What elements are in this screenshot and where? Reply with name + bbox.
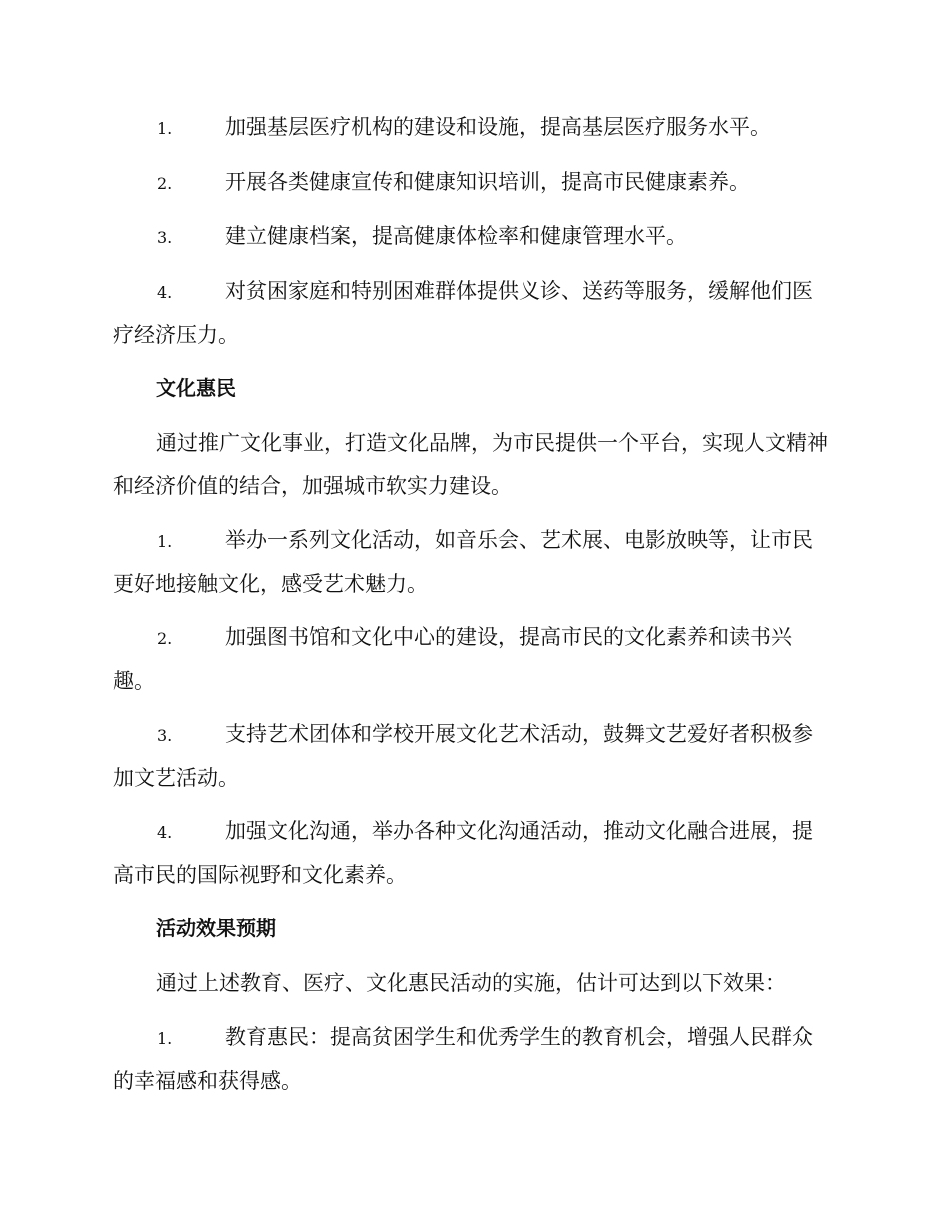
list-number: 2.	[157, 174, 173, 193]
list-number: 1.	[157, 532, 173, 551]
list-text: 开展各类健康宣传和健康知识培训，提高市民健康素养。	[225, 170, 750, 194]
list-item	[113, 810, 833, 897]
list-number: 1.	[157, 119, 173, 138]
section-heading-culture: 文化惠民	[156, 376, 236, 400]
list-text: 举办一系列文化活动，如音乐会、艺术展、电影放映等，让市民更好地接触文化，感受艺术魅力。	[113, 528, 813, 596]
list-text: 教育惠民：提高贫困学生和优秀学生的教育机会，增强人民群众的幸福感和获得感。	[113, 1025, 813, 1093]
list-number: 3.	[157, 726, 173, 745]
list-number: 2.	[157, 629, 173, 648]
list-number: 1.	[157, 1029, 173, 1048]
list-item	[113, 519, 833, 606]
list-text: 加强文化沟通，举办各种文化沟通活动，推动文化融合进展，提高市民的国际视野和文化素养。	[113, 819, 813, 887]
list-text: 加强图书馆和文化中心的建设，提高市民的文化素养和读书兴趣。	[113, 625, 792, 693]
list-text: 对贫困家庭和特别困难群体提供义诊、送药等服务，缓解他们医疗经济压力。	[113, 279, 813, 347]
section-heading-effects: 活动效果预期	[156, 916, 276, 940]
list-text: 加强基层医疗机构的建设和设施，提高基层医疗服务水平。	[225, 115, 771, 139]
section-intro-effects: 通过上述教育、医疗、文化惠民活动的实施，估计可达到以下效果：	[156, 971, 786, 995]
list-item	[113, 270, 833, 357]
section-intro-culture: 通过推广文化事业，打造文化品牌，为市民提供一个平台，实现人文精神和经济价值的结合，加强城市软实力建设。	[113, 431, 828, 498]
list-text: 建立健康档案，提高健康体检率和健康管理水平。	[225, 224, 687, 248]
list-item	[113, 215, 833, 259]
list-item	[113, 106, 833, 150]
list-number: 4.	[157, 823, 173, 842]
list-item	[113, 161, 833, 205]
list-item	[113, 713, 833, 800]
list-text: 支持艺术团体和学校开展文化艺术活动，鼓舞文艺爱好者积极参加文艺活动。	[113, 722, 813, 790]
list-number: 4.	[157, 283, 173, 302]
list-item	[113, 1016, 833, 1103]
list-number: 3.	[157, 228, 173, 247]
list-item	[113, 616, 833, 703]
